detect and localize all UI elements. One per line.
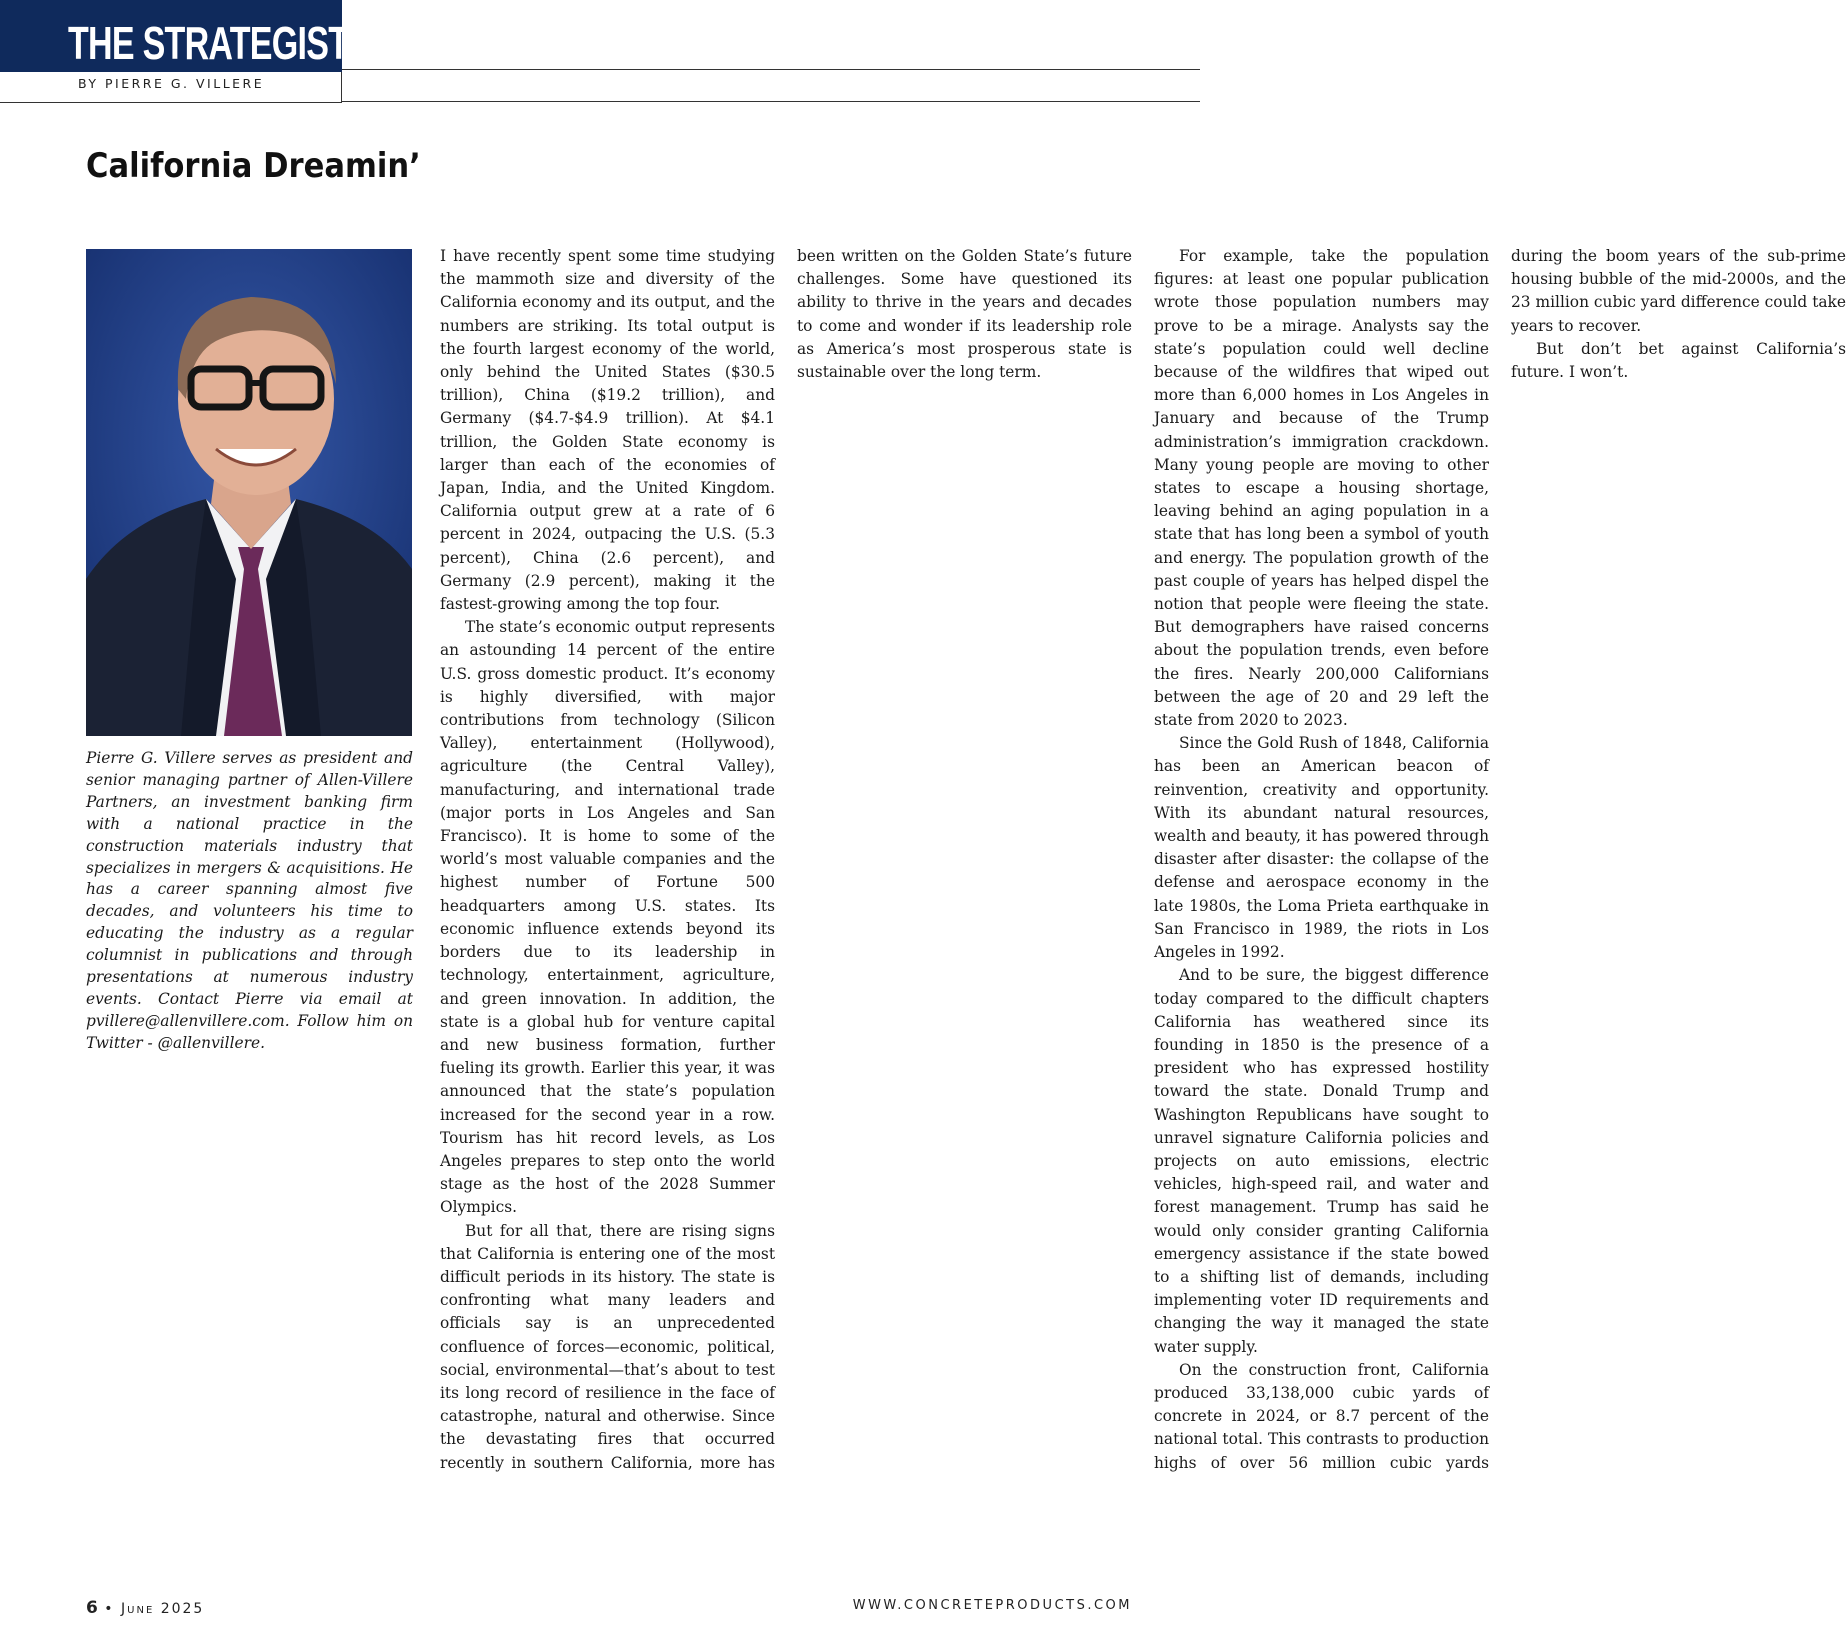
website-link[interactable]: WWW.CONCRETEPRODUCTS.COM — [852, 1598, 1132, 1613]
article-paragraph: I have recently spent some time studying the mammoth size and diversity of the California economy and its output, and the numbers are striking. Its total output is the fourth largest economy of the world, only behind the United States ($30.5 trillion), China ($19.2 trillion), and Germany ($4.7-$4.9 trillion). At $4.1 trillion, the Golden State economy is larger than each of the economies of Japan, India, and the United Kingdom. California output grew at a rate of 6 percent in 2024, outpacing the U.S. (5.3 percent), China (2.6 percent), and Germany (2.9 percent), making it the fastest-growing among the top four. — [440, 247, 775, 614]
header-rule-bottom — [342, 101, 1200, 102]
masthead-banner — [0, 0, 349, 72]
article-paragraph: But for all that, there are rising signs that California is entering one of the most difficult periods in its history. The state is confronting what many leaders and officials say is an unprecedented confluence of forces—economic, political, social, environmental—that’s about to test its long record of resilience in the face of catastrophe, natural and otherwise. Since the devastating fires that occurred recently in southern California, more has been written on the Golden State’s future challenges. Some have questioned its ability to thrive in the years and decades to come and wonder if its leadership role as America’s most prosperous state is sustainable over the long term. — [440, 247, 1132, 1472]
article-paragraph: For example, take the population figures: at least one popular publication wrote those population numbers may prove to be a mirage. Analysts say the state’s population could well decline because of the wildfires that wiped out more than 6,000 homes in Los Angeles in January and because of the Trump administration’s immigration crackdown. Many young people are moving to other states to escape a housing shortage, leaving behind an aging population in a state that has long been a symbol of youth and energy. The population growth of the past couple of years has helped dispel the notion that people were fleeing the state. But demographers have raised concerns about the population trends, even before the fires. Nearly 200,000 Californians between the age of 20 and 29 left the state from 2020 to 2023. — [1154, 247, 1489, 730]
author-bio: Pierre G. Villere serves as president and senior managing partner of Allen-Villere Partners, an investment banking firm with a national practice in the construction materials industry that specializes in mergers & acquisitions. He has a career spanning almost five decades, and volunteers his time to educating the industry as a regular columnist in publications and through presentations at numerous industry events. Contact Pierre via email at pvillere@allenvillere.com. Follow him on Twitter - @allenvillere. — [86, 749, 413, 1052]
article-headline: California Dreamin’ — [86, 146, 421, 186]
article-paragraph: But don’t bet against California’s future. I won’t. — [1511, 339, 1846, 382]
header-rule-top — [342, 69, 1200, 70]
page-number: 6 — [86, 1598, 98, 1618]
issue-date: June 2025 — [121, 1601, 205, 1617]
article-paragraph: And to be sure, the biggest difference today compared to the difficult chapters California has weathered since its founding in 1850 is the presence of a president who has expressed hostility toward the state. Donald Trump and Washington Republicans have sought to unravel signature California policies and projects on auto emissions, electric vehicles, high-speed rail, and water and forest management. Trump has said he would only consider granting California emergency assistance if the state bowed to a shifting list of demands, including implementing voter ID requirements and changing the way it managed the state water supply. — [1154, 966, 1489, 1356]
article-body — [440, 245, 1846, 1485]
footer-bullet: • — [104, 1601, 115, 1617]
article-paragraph: Since the Gold Rush of 1848, California has been an American beacon of reinvention, creativity and opportunity. With its abundant natural resources, wealth and beauty, it has powered through disaster after disaster: the collapse of the defense and aerospace economy in the late 1980s, the Loma Prieta earthquake in San Francisco in 1989, the riots in Los Angeles in 1992. — [1154, 734, 1489, 962]
article-paragraph: The state’s economic output represents an astounding 14 percent of the entire U.S. gross domestic product. It’s economy is highly diversified, with major contributions from technology (Silicon Valley), entertainment (Hollywood), agriculture (the Central Valley), manufacturing, and international trade (major ports in Los Angeles and San Francisco). It is home to some of the world’s most valuable companies and the highest number of Fortune 500 headquarters among U.S. states. Its economic influence extends beyond its borders due to its leadership in technology, entertainment, agriculture, and green innovation. In addition, the state is a global hub for venture capital and new business formation, further fueling its growth. Earlier this year, it was announced that the state’s population increased for the second year in a row. Tourism has hit record levels, as Los Angeles prepares to step onto the world stage as the host of the 2028 Summer Olympics. — [440, 618, 775, 1217]
masthead-title: THE STRATEGIST — [68, 17, 349, 69]
masthead-byline: BY PIERRE G. VILLERE — [78, 76, 265, 91]
article-paragraph: On the construction front, California produced 33,138,000 cubic yards of concrete in 2024, or 8.7 percent of the national total. This contrasts to production highs of over 56 million cubic yards during the boom years of the sub-prime housing bubble of the mid-2000s, and the 23 million cubic yard difference could take years to recover. — [1154, 247, 1846, 1472]
page-footer-issue — [86, 1598, 204, 1618]
author-photo — [86, 249, 412, 736]
